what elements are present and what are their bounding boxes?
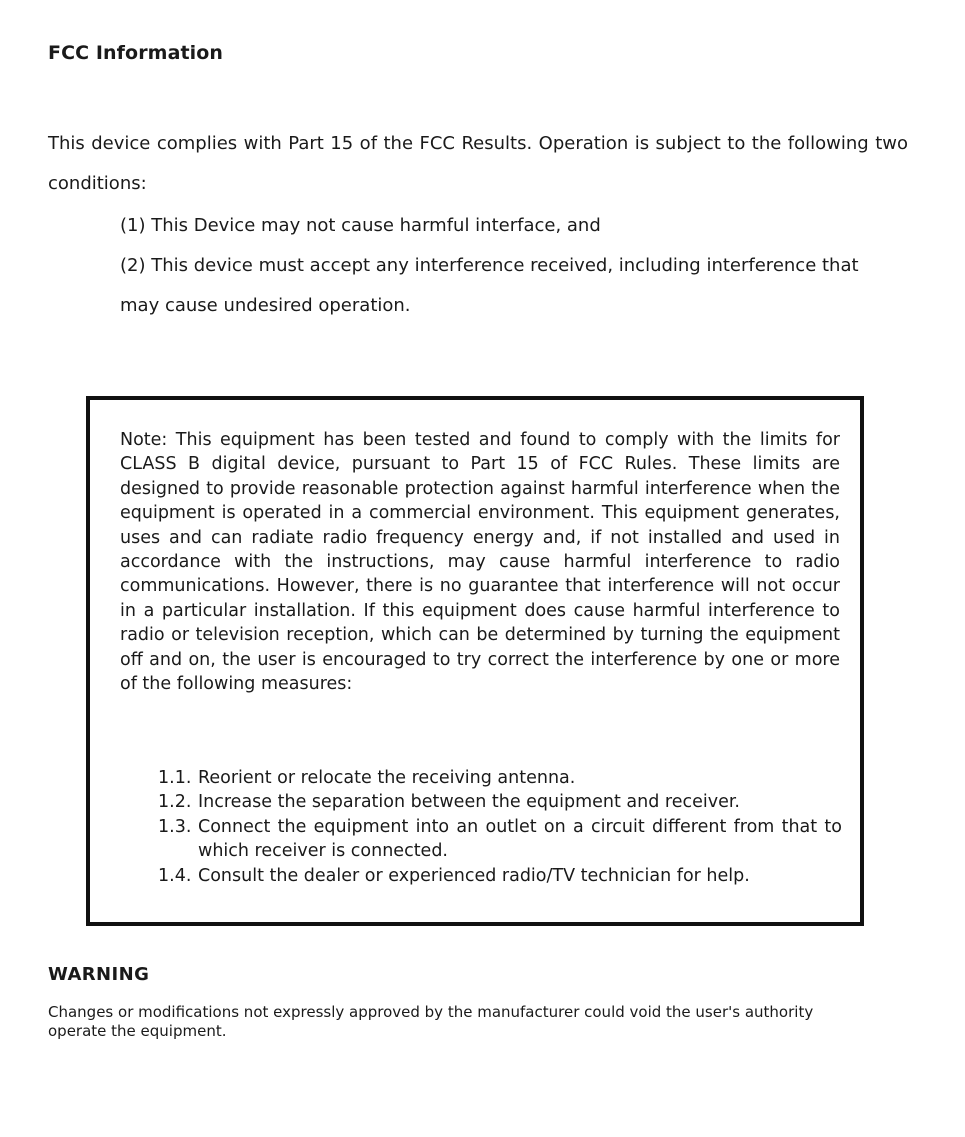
- measure-item: [158, 790, 842, 814]
- measure-text: Increase the separation between the equipment and receiver.: [198, 792, 740, 813]
- warning-heading: WARNING: [48, 964, 150, 985]
- measure-text: Consult the dealer or experienced radio/TV technician for help.: [198, 865, 750, 886]
- measure-number: 1.4.: [158, 865, 192, 886]
- intro-paragraph: This device complies with Part 15 of the FCC Results. Operation is subject to the following two conditions:: [48, 133, 908, 194]
- condition-item: (2) This device must accept any interference received, including interference that may cause undesired operation.: [120, 255, 859, 316]
- measures-list: [158, 766, 842, 888]
- warning-line: operate the equipment.: [48, 1022, 227, 1040]
- conditions-list: [120, 206, 900, 326]
- note-paragraph: Note: This equipment has been tested and found to comply with the limits for CLASS B digital device, pursuant to Part 15 of FCC Rules. These limits are designed to provide reasonable protection against harmful interference when the equipment is operated in a commercial environment. This equipment generates, uses and can radiate radio frequency energy and, if not installed and used in accordance with the instructions, may cause harmful interference to radio communications. However, there is no guarantee that interference will not occur in a particular installation. If this equipment does cause harmful interference to radio or television reception, which can be determined by turning the equipment off and on, the user is encouraged to try correct the interference by one or more of the following measures:: [120, 430, 840, 695]
- warning-text: [48, 1003, 963, 1041]
- measure-item: [158, 766, 842, 790]
- measure-number: 1.3.: [158, 816, 192, 837]
- measure-number: 1.2.: [158, 792, 192, 813]
- measure-item: [158, 815, 842, 864]
- condition-item: (1) This Device may not cause harmful interface, and: [120, 215, 601, 236]
- measure-text: Connect the equipment into an outlet on a circuit different from that to which receiver is connected.: [198, 816, 842, 862]
- measure-text: Reorient or relocate the receiving antenna.: [198, 768, 576, 788]
- measure-number: 1.1.: [158, 768, 192, 788]
- measure-item: [158, 864, 842, 888]
- page-title: FCC Information: [48, 42, 224, 64]
- warning-line: Changes or modifications not expressly approved by the manufacturer could void the user's authority: [48, 1003, 814, 1021]
- note-box: [86, 396, 864, 926]
